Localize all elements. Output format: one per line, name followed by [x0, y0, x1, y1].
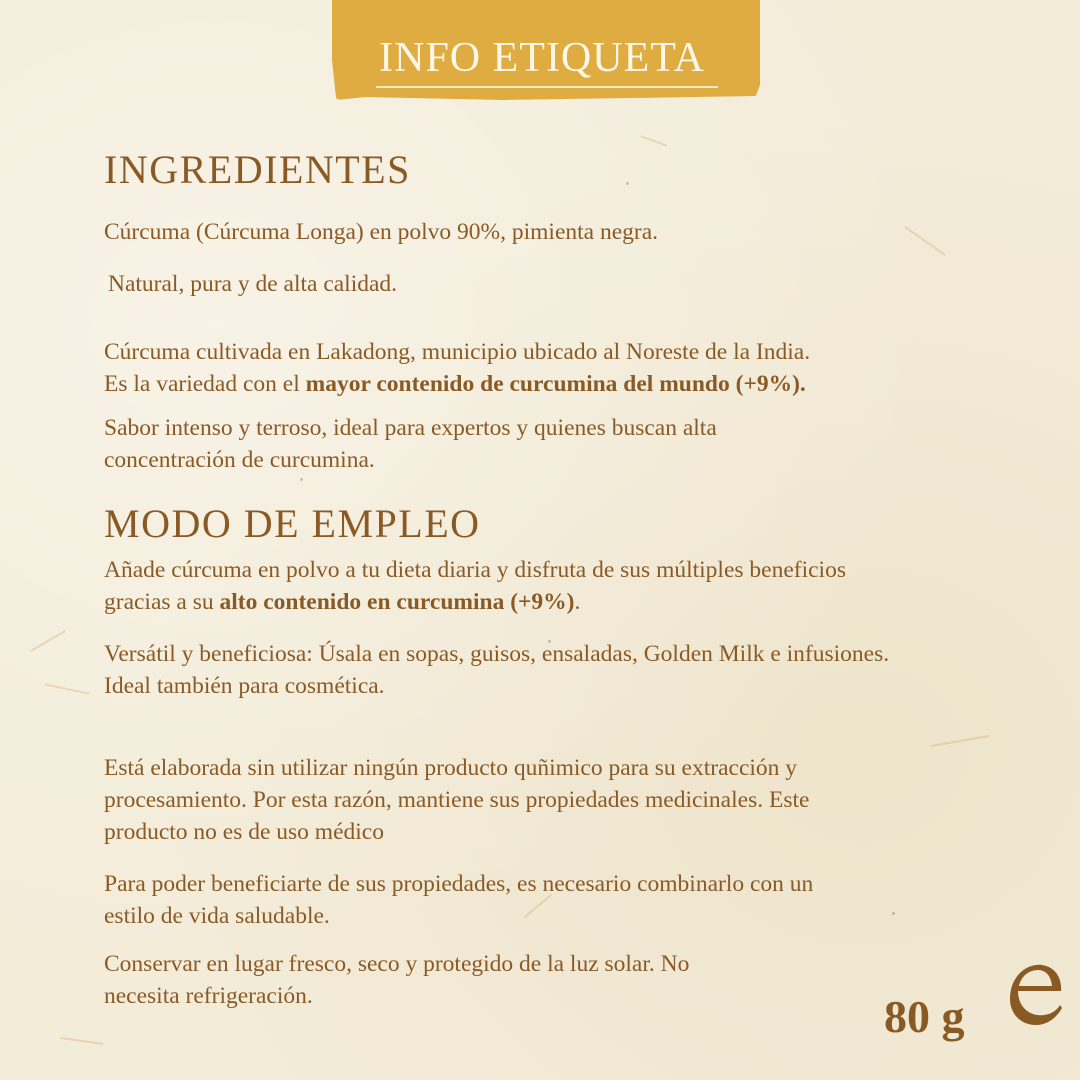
origin-highlight: mayor contenido de curcumina del mundo (+9%).	[305, 371, 806, 397]
header-title: INFO ETIQUETA	[379, 35, 705, 81]
header-underline	[376, 86, 718, 88]
paper-fiber	[60, 1037, 104, 1045]
paper-speck	[300, 478, 303, 481]
product-weight: 80 g	[884, 991, 965, 1042]
quality-text: Natural, pura y de alta calidad.	[108, 271, 398, 297]
paper-speck	[892, 912, 895, 915]
paper-speck	[626, 182, 629, 185]
storage-text-line-2: necesita refrigeración.	[104, 983, 313, 1009]
storage-text-line-1: Conservar en lugar fresco, seco y protegido de la luz solar. No	[104, 951, 690, 977]
usage-highlight: alto contenido en curcumina (+9%)	[219, 589, 575, 615]
origin-text-line-1: Cúrcuma cultivada en Lakadong, municipio ubicado al Noreste de la India.	[104, 339, 811, 365]
process-text-line-2: procesamiento. Por esta razón, mantiene sus propiedades medicinales. Este	[104, 787, 810, 813]
benefit-text-line-2: estilo de vida saludable.	[104, 903, 330, 929]
origin-text-line-2: Es la variedad con el mayor contenido de curcumina del mundo (+9%).	[104, 371, 806, 397]
ingredients-heading: INGREDIENTES	[104, 147, 411, 192]
versatile-text-line-1: Versátil y beneficiosa: Úsala en sopas, guisos, ensaladas, Golden Milk e infusiones.	[104, 641, 890, 667]
versatile-text-line-2: Ideal también para cosmética.	[104, 673, 385, 699]
process-text-line-1: Está elaborada sin utilizar ningún producto quñimico para su extracción y	[104, 755, 798, 781]
usage-heading: MODO DE EMPLEO	[104, 501, 481, 546]
usage-text-line-2: gracias a su alto contenido en curcumina (+9%).	[104, 589, 581, 615]
paper-fiber	[641, 135, 668, 146]
flavor-text-line-1: Sabor intenso y terroso, ideal para expertos y quienes buscan alta	[104, 415, 717, 441]
paper-fiber	[30, 630, 66, 652]
benefit-text-line-1: Para poder beneficiarte de sus propiedades, es necesario combinarlo con un	[104, 871, 814, 897]
flavor-text-line-2: concentración de curcumina.	[104, 447, 375, 473]
paper-fiber	[930, 735, 989, 747]
process-text-line-3: producto no es de uso médico	[104, 819, 384, 845]
usage-text-line-1: Añade cúrcuma en polvo a tu dieta diaria y disfruta de sus múltiples beneficios	[104, 557, 846, 583]
brand-e-logo-icon	[1000, 945, 1070, 1035]
paper-fiber	[904, 226, 946, 256]
paper-fiber	[44, 683, 89, 695]
ingredients-text: Cúrcuma (Cúrcuma Longa) en polvo 90%, pimienta negra.	[104, 219, 659, 245]
